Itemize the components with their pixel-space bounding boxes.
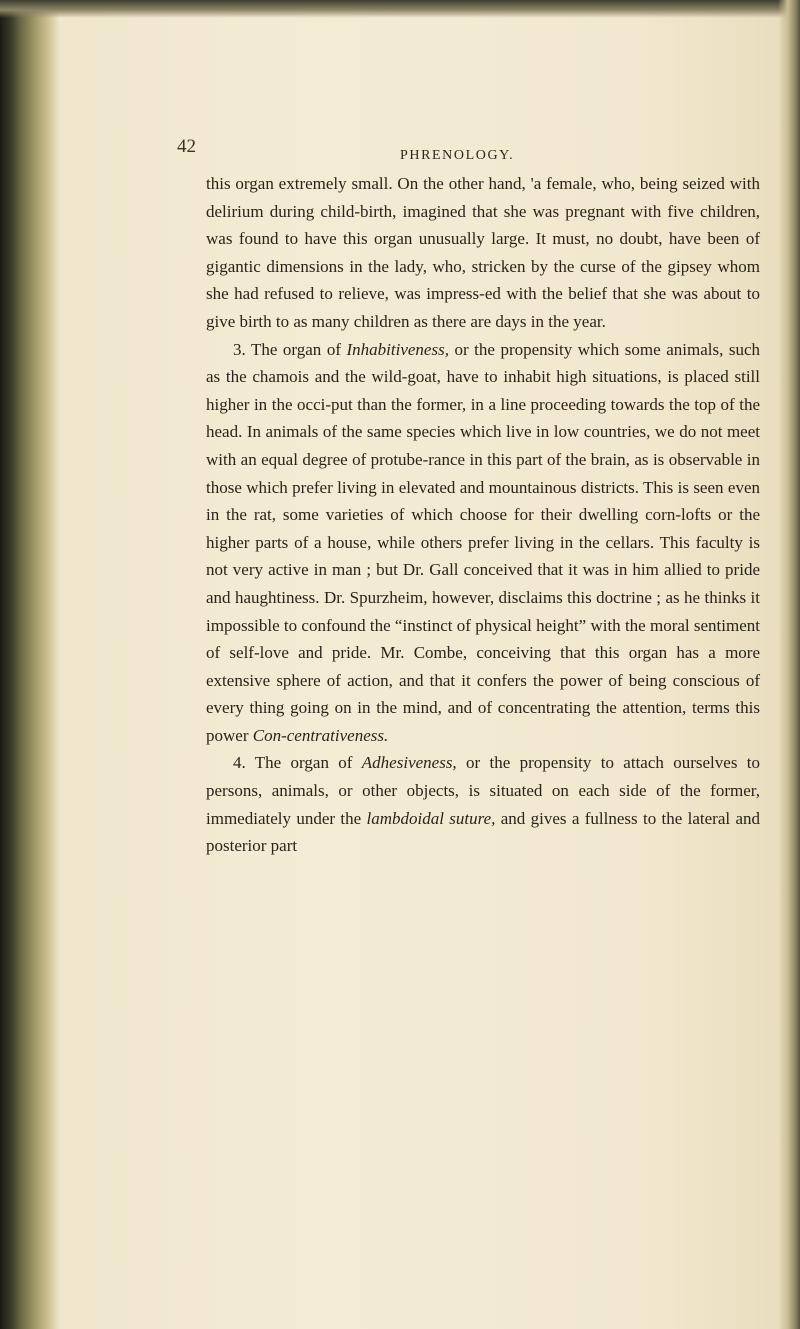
page-number: 42 [177,136,196,157]
book-spine-shadow [0,0,60,1329]
paragraph-3 [206,749,760,859]
term-concentrativeness: Con-centrativeness. [252,725,389,745]
text-segment: and gives a fullness to the lateral and posterior part [206,808,760,856]
paragraph-2 [206,336,760,750]
top-edge-shadow [0,0,800,18]
running-head: PHRENOLOGY. [400,148,515,163]
text-segment: 4. The organ of [233,753,362,773]
text-segment: 3. The organ of [233,339,347,359]
text-segment: this organ extremely small. On the other hand, 'a female, who, being seized with delirium during child-birth, imagined that she was pregnant with five children, was found to have this organ unusually large. It must, no doubt, have been of gigantic dimensions in the lady, who, stricken by the curse of the gipsey whom she had refused to relieve, was impress-ed with the belief that she was about to give birth to as many children as there are days in the year. [206,174,760,331]
term-lambdoidal-suture: lambdoidal suture, [366,808,496,828]
body-text [206,170,760,860]
text-segment: or the propensity to attach ourselves to persons, animals, or other objects, is situated on each side of the former, immediately under the [206,753,760,828]
text-segment: or the propensity which some animals, such as the chamois and the wild-goat, have to inhabit high situations, is placed still higher in the occi-put than the former, in a line proceeding towards the top of the head. In animals of the same species which live in low countries, we do not meet with an equal degree of protube-rance in this part of the brain, as is observable in those which prefer living in elevated and mountainous districts. This is seen even in the rat, some varieties of which choose for their dwelling corn-lofts or the higher parts of a house, while others prefer living in the cellars. This faculty is not very active in man ; but Dr. Gall conceived that it was in him allied to pride and haughtiness. Dr. Spurzheim, however, disclaims this doctrine ; as he thinks it impossible to confound the “instinct of physical height” with the moral sentiment of self-love and pride. Mr. Combe, conceiving that this organ has a more extensive sphere of action, and that it confers the power of being conscious of every thing going on in the mind, and of concentrating the attention, terms this power [206,339,761,745]
term-adhesiveness: Adhesiveness, [361,753,457,773]
term-inhabitiveness: Inhabitiveness, [346,339,449,359]
right-page-edge [778,0,800,1329]
paragraph-1 [206,170,760,336]
